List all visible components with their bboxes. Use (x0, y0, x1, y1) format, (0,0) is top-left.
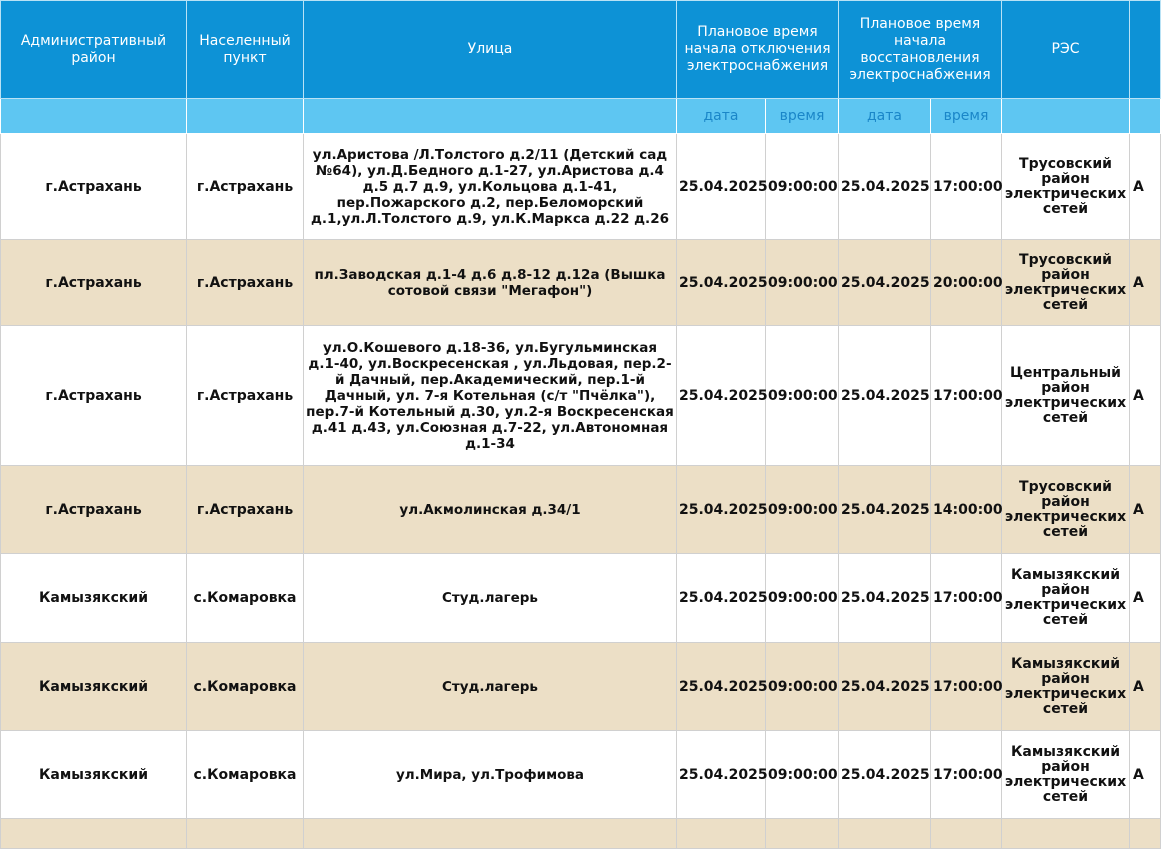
cell-off-time: 09:00:00 (766, 554, 839, 643)
table-row (1, 643, 1161, 731)
cell-off-date: 25.04.2025 (677, 643, 766, 731)
subheader-row (1, 99, 1161, 134)
cell-district: Камызякский (1, 643, 187, 731)
cell-on-time: 17:00:00 (931, 643, 1002, 731)
cell-locality: г.Астрахань (187, 240, 304, 326)
cell-off-date: 25.04.2025 (677, 326, 766, 466)
cell-on-time: 17:00:00 (931, 326, 1002, 466)
cell-locality: с.Комаровка (187, 554, 304, 643)
cell-res (1002, 819, 1130, 849)
cell-on-time (931, 819, 1002, 849)
subheader-off-time: время (766, 99, 839, 134)
header-restore-start: Плановое время начала восстановления электроснабжения (839, 1, 1002, 99)
table-row (1, 731, 1161, 819)
subheader-empty (1130, 99, 1161, 134)
table-row (1, 819, 1161, 849)
cell-street: ул.Акмолинская д.34/1 (304, 466, 677, 554)
cell-on-date (839, 819, 931, 849)
cell-locality: г.Астрахань (187, 326, 304, 466)
cell-res: Камызякский район электрических сетей (1002, 643, 1130, 731)
cell-off-date (677, 819, 766, 849)
table-row (1, 326, 1161, 466)
cell-res: Трусовский район электрических сетей (1002, 240, 1130, 326)
cell-extra (1130, 819, 1161, 849)
cell-res: Камызякский район электрических сетей (1002, 731, 1130, 819)
cell-district: г.Астрахань (1, 134, 187, 240)
cell-locality: г.Астрахань (187, 466, 304, 554)
cell-off-date: 25.04.2025 (677, 466, 766, 554)
cell-off-date: 25.04.2025 (677, 554, 766, 643)
cell-extra: А (1130, 326, 1161, 466)
header-res: РЭС (1002, 1, 1130, 99)
cell-street: пл.Заводская д.1-4 д.6 д.8-12 д.12а (Вышка сотовой связи "Мегафон") (304, 240, 677, 326)
header-district: Административный район (1, 1, 187, 99)
cell-off-time: 09:00:00 (766, 731, 839, 819)
header-extra (1130, 1, 1161, 99)
header-street: Улица (304, 1, 677, 99)
cell-off-time: 09:00:00 (766, 134, 839, 240)
cell-district: г.Астрахань (1, 466, 187, 554)
cell-locality: с.Комаровка (187, 643, 304, 731)
cell-locality (187, 819, 304, 849)
cell-extra: А (1130, 554, 1161, 643)
cell-on-date: 25.04.2025 (839, 240, 931, 326)
cell-street: Студ.лагерь (304, 554, 677, 643)
cell-on-date: 25.04.2025 (839, 643, 931, 731)
cell-on-time: 17:00:00 (931, 731, 1002, 819)
cell-street: ул.Аристова /Л.Толстого д.2/11 (Детский сад №64), ул.Д.Бедного д.1-27, ул.Аристова д.4 д.5 д.7 д.9, ул.Кольцова д.1-41, пер.Пожарского д.2, пер.Беломорский д.1,ул.Л.Толстого д.9, ул.К.Маркса д.22 д.26 (304, 134, 677, 240)
cell-off-time (766, 819, 839, 849)
subheader-on-date: дата (839, 99, 931, 134)
cell-on-date: 25.04.2025 (839, 134, 931, 240)
subheader-off-date: дата (677, 99, 766, 134)
cell-off-date: 25.04.2025 (677, 240, 766, 326)
cell-on-date: 25.04.2025 (839, 554, 931, 643)
header-locality: Населенный пункт (187, 1, 304, 99)
cell-street: ул.Мира, ул.Трофимова (304, 731, 677, 819)
table-row (1, 240, 1161, 326)
cell-on-time: 14:00:00 (931, 466, 1002, 554)
cell-extra: А (1130, 466, 1161, 554)
cell-district: г.Астрахань (1, 326, 187, 466)
cell-res: Камызякский район электрических сетей (1002, 554, 1130, 643)
cell-extra: А (1130, 240, 1161, 326)
subheader-empty (1002, 99, 1130, 134)
cell-district: Камызякский (1, 554, 187, 643)
cell-district: Камызякский (1, 731, 187, 819)
header-outage-start: Плановое время начала отключения электроснабжения (677, 1, 839, 99)
cell-off-time: 09:00:00 (766, 643, 839, 731)
cell-locality: с.Комаровка (187, 731, 304, 819)
header-row (1, 1, 1161, 99)
cell-off-time: 09:00:00 (766, 326, 839, 466)
cell-on-date: 25.04.2025 (839, 466, 931, 554)
cell-extra: А (1130, 731, 1161, 819)
cell-street: Студ.лагерь (304, 643, 677, 731)
table-row (1, 466, 1161, 554)
cell-res: Трусовский район электрических сетей (1002, 134, 1130, 240)
cell-off-date: 25.04.2025 (677, 134, 766, 240)
cell-district: г.Астрахань (1, 240, 187, 326)
subheader-empty (1, 99, 187, 134)
cell-off-time: 09:00:00 (766, 240, 839, 326)
cell-res: Трусовский район электрических сетей (1002, 466, 1130, 554)
subheader-on-time: время (931, 99, 1002, 134)
cell-off-time: 09:00:00 (766, 466, 839, 554)
cell-on-time: 20:00:00 (931, 240, 1002, 326)
cell-locality: г.Астрахань (187, 134, 304, 240)
subheader-empty (187, 99, 304, 134)
cell-street (304, 819, 677, 849)
cell-res: Центральный район электрических сетей (1002, 326, 1130, 466)
cell-on-date: 25.04.2025 (839, 326, 931, 466)
cell-on-time: 17:00:00 (931, 554, 1002, 643)
table-row (1, 134, 1161, 240)
cell-on-date: 25.04.2025 (839, 731, 931, 819)
cell-district (1, 819, 187, 849)
subheader-empty (304, 99, 677, 134)
cell-street: ул.О.Кошевого д.18-36, ул.Бугульминская д.1-40, ул.Воскресенская , ул.Льдовая, пер.2-й Дачный, пер.Академический, пер.1-й Дачный, ул. 7-я Котельная (с/т "Пчёлка"), пер.7-й Котельный д.30, ул.2-я Воскресенская д.41 д.43, ул.Союзная д.7-22, ул.Автономная д.1-34 (304, 326, 677, 466)
cell-extra: А (1130, 134, 1161, 240)
cell-extra: А (1130, 643, 1161, 731)
cell-off-date: 25.04.2025 (677, 731, 766, 819)
table-row (1, 554, 1161, 643)
cell-on-time: 17:00:00 (931, 134, 1002, 240)
